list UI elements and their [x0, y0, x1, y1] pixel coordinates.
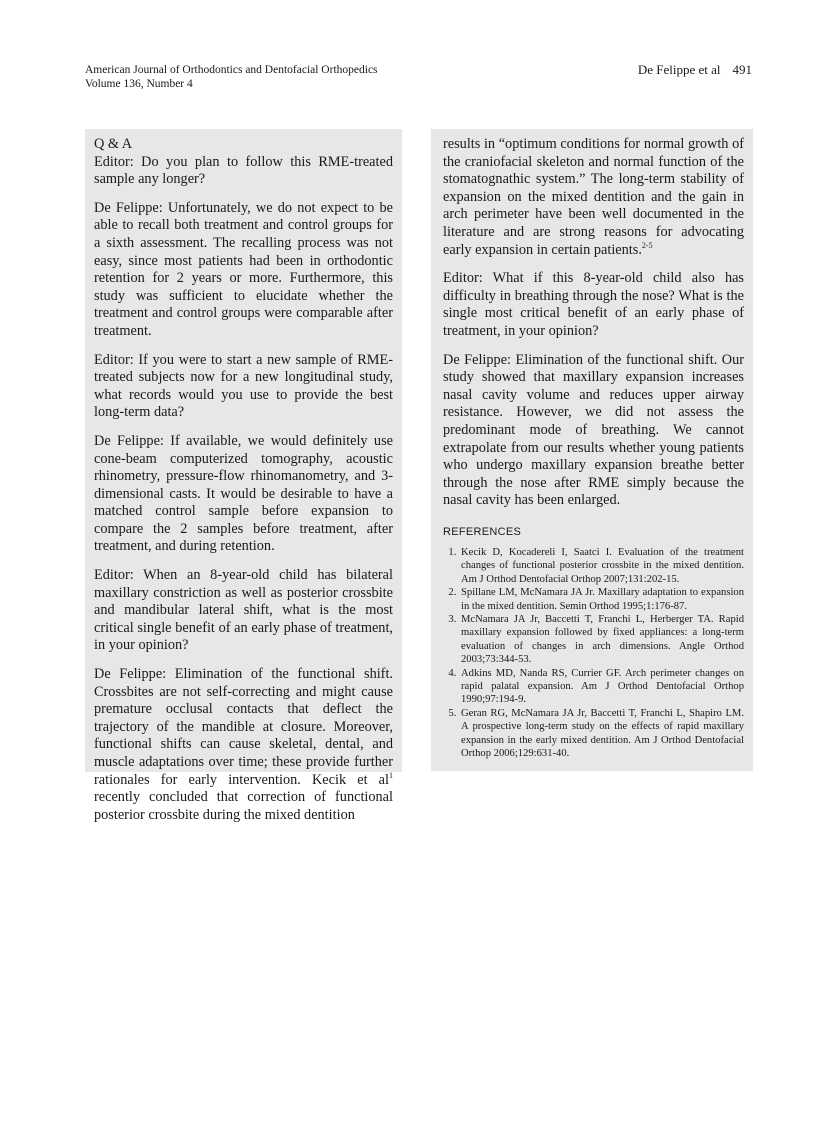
qa-box-right: [431, 129, 753, 771]
reference-item: 1. Kecik D, Kocadereli I, Saatci I. Evaluation of the treatment changes of functional posterior crossbite in the mixed dentition. Am J Orthod Dentofacial Orthop 2007;131:202-15.: [459, 546, 744, 586]
running-header-left: [85, 63, 378, 91]
paragraph: Editor: When an 8-year-old child has bilateral maxillary constriction as well as posterior crossbite and mandibular lateral shift, what is the most critical single benefit of an early phase of treatment, in your opinion?: [94, 567, 393, 654]
paragraph: Editor: What if this 8-year-old child also has difficulty in breathing through the nose? What is the single most critical benefit of an early phase of treatment, in your opinion?: [443, 270, 744, 339]
citation: 1: [389, 770, 393, 780]
section-title: Q & A: [94, 136, 133, 152]
journal-title: American Journal of Orthodontics and Dentofacial Orthopedics: [85, 64, 378, 76]
paragraph: De Felippe: Elimination of the functional shift. Our study showed that maxillary expansion increases nasal cavity volume and reduces upper airway resistance. However, we did not assess the predominant mode of breathing. We cannot extrapolate from our results whether young patients who undergo maxillary expansion breathe better through the nose after RME simply because the nasal cavity has been enlarged.: [443, 351, 744, 509]
authors: De Felippe et al: [637, 62, 721, 77]
text: De Felippe: Elimination of the functional shift. Crossbites are not self-correcting and might cause premature occlusal contacts that deflect the trajectory of the mandible at closure. Moreover, functional shifts can cause skeletal, dental, and muscle adaptations over time; these provide further rationales for early intervention. Kecik et al: [94, 666, 393, 788]
journal-volume: Volume 136, Number 4: [85, 78, 193, 90]
paragraph: De Felippe: Unfortunately, we do not expect to be able to recall both treatment and control groups for a sixth assessment. The recalling process was not easy, since most patients had been in orthodontic retention for 2 years or more. Furthermore, this study was sufficient to elucidate whether the treatment and control groups were comparable after treatment.: [94, 199, 393, 339]
paragraph: [443, 136, 744, 259]
paragraph: De Felippe: If available, we would definitely use cone-beam computerized tomography, acoustic rhinometry, pressure-flow rhinomanometry, and 3-dimensional casts. It would be desirable to have a matched control sample before expansion to compare the 2 samples before treatment, after treatment, and during retention.: [94, 432, 393, 555]
reference-item: 3. McNamara JA Jr, Baccetti T, Franchi L, Herberger TA. Rapid maxillary expansion followed by fixed appliances: a long-term evaluation of changes in arch dimensions. Angle Orthod 2003;73:344-53.: [459, 613, 744, 667]
page-number: 491: [732, 62, 752, 77]
running-header-right: [638, 63, 752, 77]
paragraph: [94, 666, 393, 824]
references-heading: REFERENCES: [443, 525, 522, 538]
text: recently concluded that correction of functional posterior crossbite during the mixed dentition: [94, 789, 393, 823]
references-list: [443, 546, 744, 761]
qa-box-left: [85, 129, 402, 823]
text: results in “optimum conditions for normal growth of the craniofacial skeleton and normal function of the stomatognathic system.” The long-term stability of expansion on the mixed dentition and the gain in arch perimeter have been well documented in the literature and are strong reasons for advocating early expansion in certain patients.: [443, 136, 744, 258]
paragraph: Editor: Do you plan to follow this RME-treated sample any longer?: [94, 153, 393, 188]
paragraph: Editor: If you were to start a new sample of RME-treated subjects now for a new longitudinal study, what records would you use to provide the best long-term data?: [94, 351, 393, 421]
reference-item: 4. Adkins MD, Nanda RS, Currier GF. Arch perimeter changes on rapid palatal expansion. Am J Orthod Dentofacial Orthop 1990;97:194-9.: [459, 667, 744, 707]
citation: 2-5: [641, 240, 653, 250]
reference-item: 2. Spillane LM, McNamara JA Jr. Maxillary adaptation to expansion in the mixed dentition. Semin Orthod 1995;1:176-87.: [459, 586, 744, 613]
reference-item: 5. Geran RG, McNamara JA Jr, Baccetti T, Franchi L, Shapiro LM. A prospective long-term study on the effects of rapid maxillary expansion in the early mixed dentition. Am J Orthod Dentofacial Orthop 2006;129:631-40.: [459, 707, 744, 761]
